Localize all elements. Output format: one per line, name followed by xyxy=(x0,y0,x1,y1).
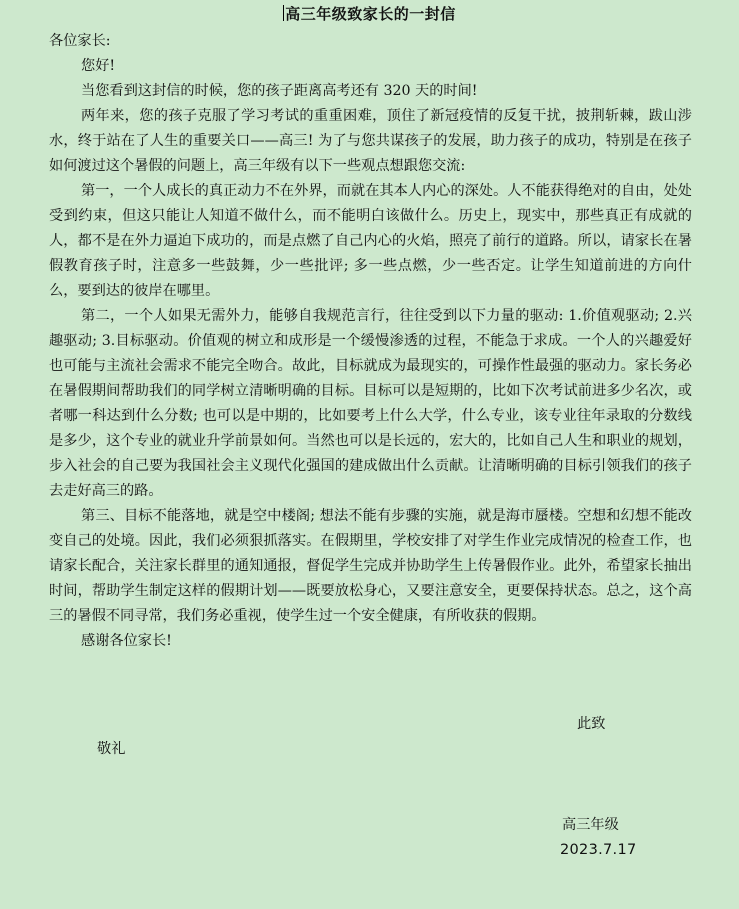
document-title xyxy=(0,3,739,25)
paragraph-second-point: 第二，一个人如果无需外力，能够自我规范言行，往往受到以下力量的驱动: 1.价值观驱动; 2.兴趣驱动; 3.目标驱动。价值观的树立和成形是一个缓慢渗透的过程，不能急于求成。一个人的兴趣爱好也可能与主流社会需求不能完全吻合。故此，目标就成为最现实的，可操作性最强的驱动力。家长务必在暑假期间帮助我们的同学树立清晰明确的目标。目标可以是短期的，比如下次考试前进多少名次，或者哪一科达到什么分数; 也可以是中期的，比如要考上什么大学，什么专业，该专业往年录取的分数线是多少，这个专业的就业升学前景如何。当然也可以是长远的，宏大的，比如自己人生和职业的规划，步入社会的自己要为我国社会主义现代化强国的建成做出什么贡献。让清晰明确的目标引领我们的孩子去走好高三的路。 xyxy=(49,308,692,499)
paragraph-first-point: 第一，一个人成长的真正动力不在外界，而就在其本人内心的深处。人不能获得绝对的自由，处处受到约束，但这只能让人知道不做什么，而不能明白该做什么。历史上，现实中，那些真正有成就的人，都不是在外力逼迫下成功的，而是点燃了自己内心的火焰，照亮了前行的道路。所以，请家长在暑假教育孩子时，注意多一些鼓舞，少一些批评; 多一些点燃，少一些否定。让学生知道前进的方向什么，要到达的彼岸在哪里。 xyxy=(49,183,692,299)
letter-body xyxy=(49,29,692,654)
paragraph-third-point: 第三、目标不能落地，就是空中楼阁; 想法不能有步骤的实施，就是海市蜃楼。空想和幻想不能改变自己的处境。因此，我们必须狠抓落实。在假期里，学校安排了对学生作业完成情况的检查工作，也请家长配合，关注家长群里的通知通报，督促学生完成并协助学生上传暑假作业。此外，希望家长抽出时间，帮助学生制定这样的假期计划——既要放松身心，又要注意安全，更要保持状态。总之，这个高三的暑假不同寻常，我们务必重视，使学生过一个安全健康，有所收获的假期。 xyxy=(49,508,692,624)
respect-phrase: 敬礼 xyxy=(97,741,126,757)
closing-phrase: 此致 xyxy=(577,716,606,732)
paragraph-thanks: 感谢各位家长! xyxy=(81,633,172,649)
title-text: 高三年级致家长的一封信 xyxy=(285,5,456,23)
signature: 高三年级 xyxy=(562,817,619,833)
salutation: 各位家长: xyxy=(49,33,111,49)
letter-date: 2023.7.17 xyxy=(560,842,637,858)
greeting: 您好! xyxy=(81,58,116,74)
paragraph-countdown: 当您看到这封信的时候，您的孩子距离高考还有 320 天的时间! xyxy=(81,83,478,99)
paragraph-intro: 两年来，您的孩子克服了学习考试的重重困难，顶住了新冠疫情的反复干扰，披荆斩棘，跋山涉水，终于站在了人生的重要关口——高三! 为了与您共谋孩子的发展，助力孩子的成功，特别是在孩子如何渡过这个暑假的问题上，高三年级有以下一些观点想跟您交流: xyxy=(49,108,692,174)
